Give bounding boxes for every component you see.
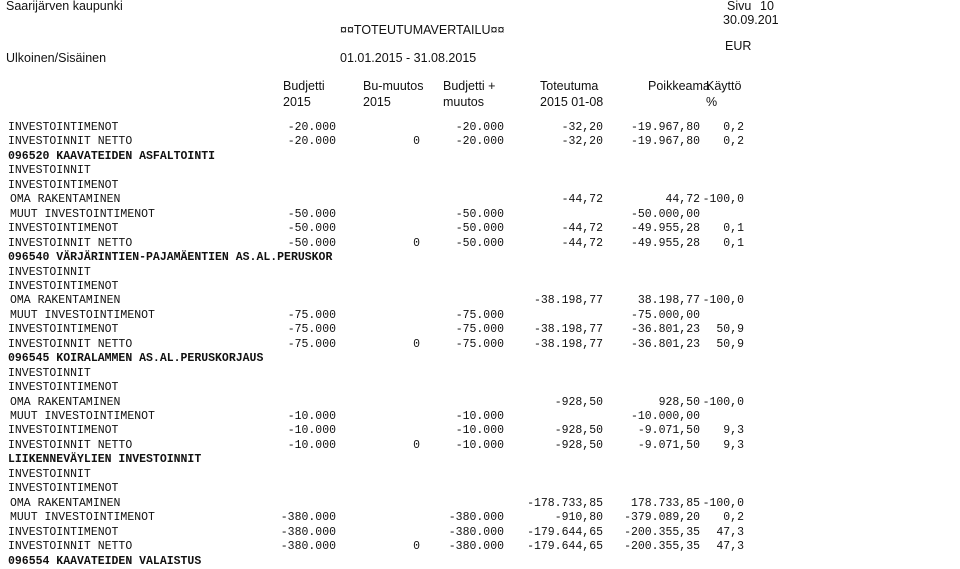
table-row xyxy=(0,338,960,352)
table-row xyxy=(0,468,960,482)
table-row xyxy=(0,540,960,554)
row-value-col-1: -50.000 xyxy=(287,236,336,250)
table-row xyxy=(0,511,960,525)
row-value-col-1: -380.000 xyxy=(280,511,336,525)
row-label: OMA RAKENTAMINEN xyxy=(10,496,121,510)
row-value-col-4: -179.644,65 xyxy=(527,540,603,553)
row-label: INVESTOINTIMENOT xyxy=(8,178,119,192)
column-header-4-line1: Toteutuma xyxy=(540,79,599,93)
section-heading-row xyxy=(0,453,960,467)
row-value-col-4: -44,72 xyxy=(561,236,603,250)
section-heading: LIIKENNEVÄYLIEN INVESTOINNIT xyxy=(8,453,202,467)
row-value-col-5: -50.000,00 xyxy=(630,207,700,221)
row-value-col-6: 0,2 xyxy=(723,121,744,134)
row-value-col-4: -38.198,77 xyxy=(533,294,603,308)
row-value-col-4: -38.198,77 xyxy=(533,323,603,337)
row-label: INVESTOINTIMENOT xyxy=(8,525,119,539)
row-value-col-3: -380.000 xyxy=(448,540,504,553)
table-row xyxy=(0,309,960,323)
row-value-col-3: -10.000 xyxy=(455,424,504,438)
table-row xyxy=(0,323,960,337)
table-row xyxy=(0,208,960,222)
section-heading: 096540 VÄRJÄRINTIEN-PAJAMÄENTIEN AS.AL.PERUSKOR xyxy=(8,251,333,264)
table-row xyxy=(0,193,960,207)
row-value-col-4: -178.733,85 xyxy=(527,496,603,510)
row-value-col-1: -50.000 xyxy=(287,207,336,221)
row-value-col-3: -75.000 xyxy=(455,323,504,337)
row-value-col-6: 50,9 xyxy=(716,337,744,351)
table-row xyxy=(0,280,960,294)
row-value-col-2: 0 xyxy=(413,438,420,452)
row-value-col-5: -200.355,35 xyxy=(624,525,700,539)
row-label: INVESTOINNIT xyxy=(8,366,91,380)
row-value-col-1: -75.000 xyxy=(287,337,336,351)
row-value-col-3: -380.000 xyxy=(448,525,504,539)
row-value-col-5: 38.198,77 xyxy=(637,294,700,308)
page-label: Sivu xyxy=(727,0,752,13)
row-value-col-5: -49.955,28 xyxy=(630,222,700,236)
row-value-col-3: -50.000 xyxy=(455,222,504,236)
row-value-col-6: 9,3 xyxy=(723,438,744,452)
row-value-col-4: -179.644,65 xyxy=(527,525,603,539)
row-label: INVESTOINNIT NETTO xyxy=(8,438,133,452)
row-value-col-6: -100,0 xyxy=(702,395,744,409)
table-row xyxy=(0,381,960,395)
row-value-col-4: -928,50 xyxy=(554,395,603,409)
row-value-col-4: -32,20 xyxy=(561,135,603,149)
section-heading-row xyxy=(0,251,960,265)
row-value-col-3: -10.000 xyxy=(455,438,504,452)
row-value-col-1: -10.000 xyxy=(287,410,336,423)
row-label: MUUT INVESTOINTIMENOT xyxy=(10,308,155,322)
table-row xyxy=(0,222,960,236)
row-value-col-1: -380.000 xyxy=(280,540,336,553)
row-value-col-6: 9,3 xyxy=(723,424,744,438)
row-value-col-6: 47,3 xyxy=(716,540,744,553)
row-value-col-5: -9.071,50 xyxy=(637,438,700,452)
row-value-col-3: -75.000 xyxy=(455,337,504,351)
row-value-col-5: 928,50 xyxy=(658,395,700,409)
row-value-col-6: -100,0 xyxy=(702,193,744,207)
row-value-col-6: 0,2 xyxy=(723,135,744,149)
column-header-2-line1: Bu-muutos xyxy=(363,79,424,93)
row-label: INVESTOINNIT xyxy=(8,265,91,279)
table-row xyxy=(0,424,960,438)
row-label: MUUT INVESTOINTIMENOT xyxy=(10,207,155,221)
section-heading-row xyxy=(0,555,960,569)
row-value-col-5: 178.733,85 xyxy=(630,496,700,510)
row-label: OMA RAKENTAMINEN xyxy=(10,294,121,308)
row-label: INVESTOINNIT NETTO xyxy=(8,337,133,351)
column-header-2-line2: 2015 xyxy=(363,95,391,109)
row-value-col-3: -75.000 xyxy=(455,308,504,322)
table-row xyxy=(0,266,960,280)
row-value-col-1: -50.000 xyxy=(287,222,336,236)
row-value-col-3: -380.000 xyxy=(448,511,504,525)
section-heading: 096520 KAAVATEIDEN ASFALTOINTI xyxy=(8,149,216,163)
row-label: INVESTOINTIMENOT xyxy=(8,121,119,134)
column-header-3-line2: muutos xyxy=(443,95,484,109)
column-header-6-line1: Käyttö xyxy=(706,79,742,93)
row-label: INVESTOINNIT xyxy=(8,164,91,178)
row-value-col-5: -36.801,23 xyxy=(630,323,700,337)
row-value-col-5: 44,72 xyxy=(665,193,700,207)
column-header-4-line2: 2015 01-08 xyxy=(540,95,604,109)
row-value-col-4: -38.198,77 xyxy=(533,337,603,351)
row-value-col-2: 0 xyxy=(413,135,420,149)
section-heading-row xyxy=(0,150,960,164)
row-label: INVESTOINTIMENOT xyxy=(8,482,119,496)
row-label: INVESTOINTIMENOT xyxy=(8,381,119,395)
row-value-col-6: 0,1 xyxy=(723,222,744,236)
row-value-col-1: -75.000 xyxy=(287,308,336,322)
row-value-col-5: -19.967,80 xyxy=(630,121,700,134)
row-value-col-4: -44,72 xyxy=(561,193,603,207)
table-row xyxy=(0,526,960,540)
column-header-6-line2: % xyxy=(706,95,718,109)
table-row xyxy=(0,237,960,251)
row-value-col-5: -75.000,00 xyxy=(630,308,700,322)
row-label: OMA RAKENTAMINEN xyxy=(10,395,121,409)
report-date: 30.09.201 xyxy=(723,13,779,27)
row-value-col-5: -49.955,28 xyxy=(630,236,700,250)
column-header-1-line1: Budjetti xyxy=(283,79,325,93)
page-number: 10 xyxy=(760,0,774,13)
row-label: INVESTOINNIT NETTO xyxy=(8,135,133,149)
row-label: INVESTOINTIMENOT xyxy=(8,424,119,438)
table-row xyxy=(0,179,960,193)
row-value-col-3: -20.000 xyxy=(455,121,504,134)
row-value-col-3: -50.000 xyxy=(455,207,504,221)
row-value-col-1: -380.000 xyxy=(280,525,336,539)
row-value-col-5: -19.967,80 xyxy=(630,135,700,149)
organization-name: Saarijärven kaupunki xyxy=(6,0,123,13)
row-value-col-6: 0,2 xyxy=(723,511,744,525)
row-value-col-2: 0 xyxy=(413,236,420,250)
section-heading: 096554 KAAVATEIDEN VALAISTUS xyxy=(8,554,202,568)
row-label: INVESTOINNIT NETTO xyxy=(8,236,133,250)
row-value-col-3: -10.000 xyxy=(455,410,504,423)
row-label: INVESTOINTIMENOT xyxy=(8,279,119,293)
table-row xyxy=(0,410,960,424)
row-value-col-6: -100,0 xyxy=(702,294,744,308)
row-value-col-6: -100,0 xyxy=(702,496,744,510)
row-value-col-1: -20.000 xyxy=(287,135,336,149)
section-heading-row xyxy=(0,352,960,366)
report-period: 01.01.2015 - 31.08.2015 xyxy=(340,51,477,65)
row-value-col-4: -910,80 xyxy=(554,511,603,525)
section-heading: 096545 KOIRALAMMEN AS.AL.PERUSKORJAUS xyxy=(8,352,264,366)
row-value-col-4: -44,72 xyxy=(561,222,603,236)
row-value-col-5: -200.355,35 xyxy=(624,540,700,553)
column-header-1-line2: 2015 xyxy=(283,95,311,109)
row-value-col-6: 0,1 xyxy=(723,236,744,250)
currency-label: EUR xyxy=(725,39,752,53)
column-header-3-line1: Budjetti + xyxy=(443,79,496,93)
row-value-col-5: -36.801,23 xyxy=(630,337,700,351)
table-row xyxy=(0,396,960,410)
table-row xyxy=(0,439,960,453)
row-value-col-4: -928,50 xyxy=(554,438,603,452)
table-row xyxy=(0,482,960,496)
row-value-col-5: -10.000,00 xyxy=(630,410,700,423)
row-label: MUUT INVESTOINTIMENOT xyxy=(10,410,155,423)
row-value-col-1: -75.000 xyxy=(287,323,336,337)
row-value-col-5: -9.071,50 xyxy=(637,424,700,438)
table-row xyxy=(0,164,960,178)
table-row xyxy=(0,121,960,135)
row-value-col-1: -20.000 xyxy=(287,121,336,134)
row-label: INVESTOINNIT xyxy=(8,467,91,481)
column-header-5-line1: Poikkeama xyxy=(648,79,710,93)
row-value-col-2: 0 xyxy=(413,337,420,351)
report-title: ¤¤TOTEUTUMAVERTAILU¤¤ xyxy=(340,23,505,37)
table-row xyxy=(0,367,960,381)
row-value-col-6: 50,9 xyxy=(716,323,744,337)
scope-label: Ulkoinen/Sisäinen xyxy=(6,51,107,65)
table-row xyxy=(0,497,960,511)
table-row xyxy=(0,294,960,308)
row-value-col-3: -50.000 xyxy=(455,236,504,250)
row-value-col-1: -10.000 xyxy=(287,438,336,452)
row-value-col-4: -32,20 xyxy=(561,121,603,134)
row-value-col-6: 47,3 xyxy=(716,525,744,539)
row-label: INVESTOINTIMENOT xyxy=(8,323,119,337)
row-label: INVESTOINNIT NETTO xyxy=(8,540,133,553)
row-label: OMA RAKENTAMINEN xyxy=(10,193,121,207)
row-value-col-2: 0 xyxy=(413,540,420,553)
row-value-col-5: -379.089,20 xyxy=(624,511,700,525)
row-value-col-3: -20.000 xyxy=(455,135,504,149)
row-label: MUUT INVESTOINTIMENOT xyxy=(10,511,155,525)
row-value-col-4: -928,50 xyxy=(554,424,603,438)
table-row xyxy=(0,135,960,149)
row-value-col-1: -10.000 xyxy=(287,424,336,438)
row-label: INVESTOINTIMENOT xyxy=(8,222,119,236)
